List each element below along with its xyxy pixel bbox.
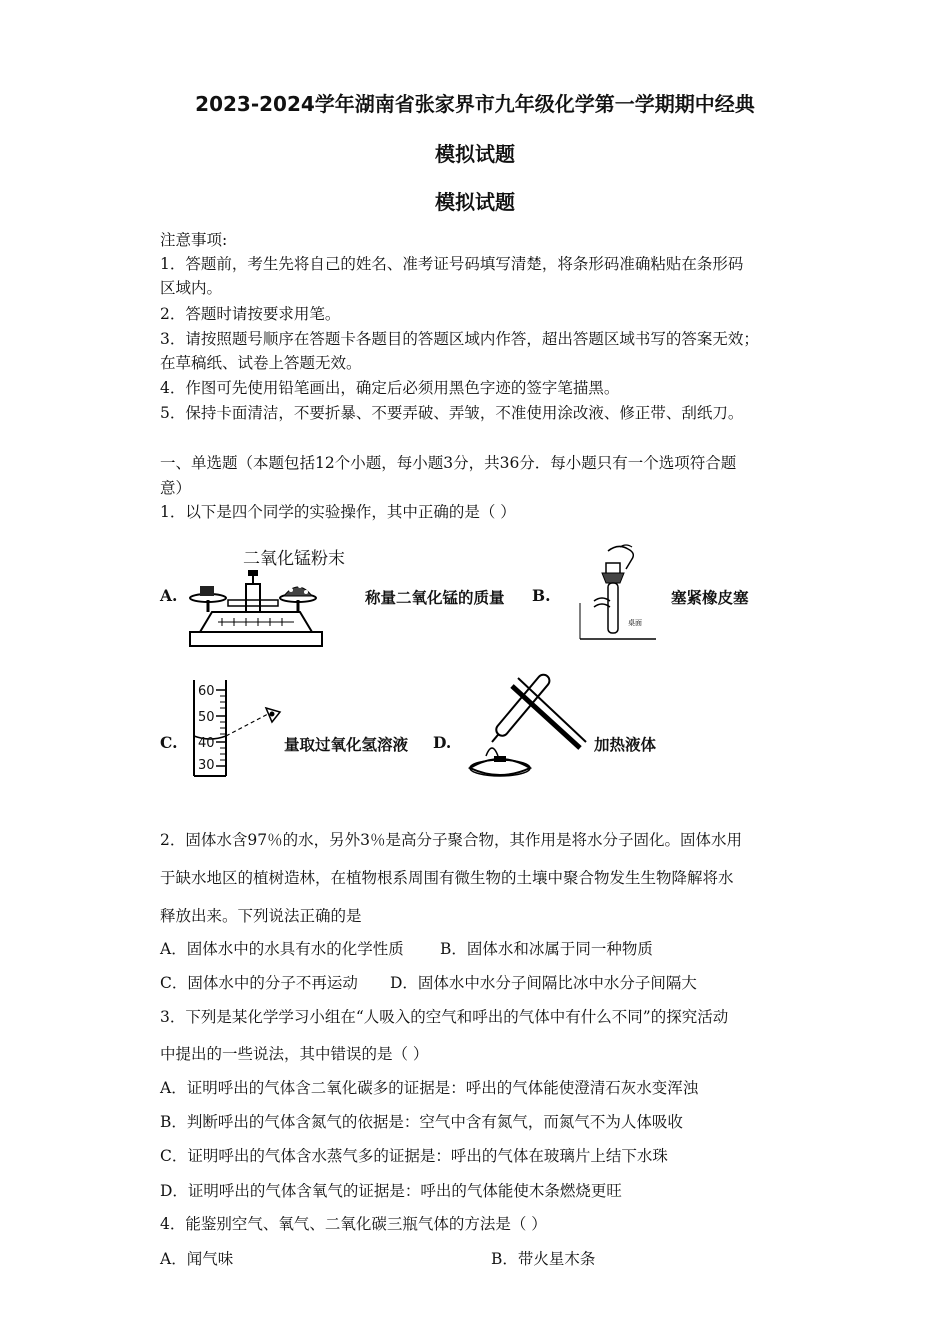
q4-option-b: B．带火星木条	[491, 1250, 596, 1268]
page-title: 2023-2024学年湖南省张家界市九年级化学第一学期期中经典	[195, 92, 755, 116]
section-heading: 一、单选题（本题包括12个小题，每小题3分，共36分．每小题只有一个选项符合题	[160, 454, 737, 472]
svg-text:桌面: 桌面	[628, 619, 642, 627]
question-2-stem-line2: 于缺水地区的植树造林，在植物根系周围有微生物的土壤中聚合物发生生物降解将水	[160, 869, 734, 887]
balance-image-label: 二氧化锰粉末	[243, 549, 345, 569]
notice-item: 1．答题前，考生先将自己的姓名、准考证号码填写清楚，将条形码准确粘贴在条形码	[160, 255, 744, 273]
question-3-stem: 3．下列是某化学学习小组在“人吸入的空气和呼出的气体中有什么不同”的探究活动	[160, 1008, 729, 1026]
notice-item: 4．作图可先使用铅笔画出，确定后必须用黑色字迹的签字笔描黑。	[160, 379, 620, 397]
question-2-stem-line3: 释放出来。下列说法正确的是	[160, 907, 362, 925]
tick-label: 60	[198, 684, 215, 699]
q2-option-b: B．固体水和冰属于同一种物质	[440, 940, 653, 958]
page-subtitle: 模拟试题	[435, 190, 515, 214]
tick-label: 40	[198, 736, 215, 751]
q1-option-b-letter: B.	[532, 586, 551, 605]
q1-option-a-text: 称量二氧化锰的质量	[365, 588, 505, 607]
q1-option-c-letter: C.	[160, 733, 178, 752]
q1-option-c-text: 量取过氧化氢溶液	[284, 735, 409, 754]
notice-item: 在草稿纸、试卷上答题无效。	[160, 354, 362, 372]
balance-scale-image	[188, 566, 328, 650]
q3-option-c: C．证明呼出的气体含水蒸气多的证据是：呼出的气体在玻璃片上结下水珠	[160, 1147, 668, 1165]
notice-item: 5．保持卡面清洁，不要折暴、不要弄破、弄皱，不准使用涂改液、修正带、刮纸刀。	[160, 404, 744, 422]
q1-option-d-text: 加热液体	[594, 735, 657, 754]
q1-option-d-letter: D.	[433, 733, 452, 752]
q2-option-c: C．固体水中的分子不再运动	[160, 974, 358, 992]
q3-option-b: B．判断呼出的气体含氮气的依据是：空气中含有氮气，而氮气不为人体吸收	[160, 1113, 683, 1131]
question-2-stem: 2．固体水含97％的水，另外3％是高分子聚合物，其作用是将水分子固化。固体水用	[160, 831, 742, 849]
page-title-line2: 模拟试题	[435, 142, 515, 166]
tick-label: 30	[198, 758, 215, 773]
notice-item: 3．请按照题号顺序在答题卡各题目的答题区域内作答，超出答题区域书写的答案无效；	[160, 330, 759, 348]
q3-option-d: D．证明呼出的气体含氧气的证据是：呼出的气体能使木条燃烧更旺	[160, 1182, 622, 1200]
section-heading-line2: 意）	[160, 479, 192, 497]
q2-option-d: D．固体水中水分子间隔比冰中水分子间隔大	[390, 974, 697, 992]
question-1-stem: 1．以下是四个同学的实验操作，其中正确的是（ ）	[160, 503, 516, 521]
notice-item: 区域内。	[160, 279, 223, 297]
notice-heading: 注意事项:	[160, 231, 228, 249]
question-4-stem: 4．能鉴别空气、氧气、二氧化碳三瓶气体的方法是（ ）	[160, 1215, 547, 1233]
question-3-stem-line2: 中提出的一些说法，其中错误的是（ ）	[160, 1045, 429, 1063]
test-tube-stopper-image	[576, 543, 660, 647]
notice-item: 2．答题时请按要求用笔。	[160, 305, 341, 323]
q3-option-a: A．证明呼出的气体含二氧化碳多的证据是：呼出的气体能使澄清石灰水变浑浊	[160, 1079, 699, 1097]
q1-option-b-text: 塞紧橡皮塞	[671, 588, 749, 607]
heating-liquid-image	[462, 668, 592, 788]
tick-label: 50	[198, 710, 215, 725]
q4-option-a: A．闻气味	[160, 1250, 234, 1268]
q2-option-a: A．固体水中的水具有水的化学性质	[160, 940, 404, 958]
q1-option-a-letter: A.	[160, 586, 178, 605]
